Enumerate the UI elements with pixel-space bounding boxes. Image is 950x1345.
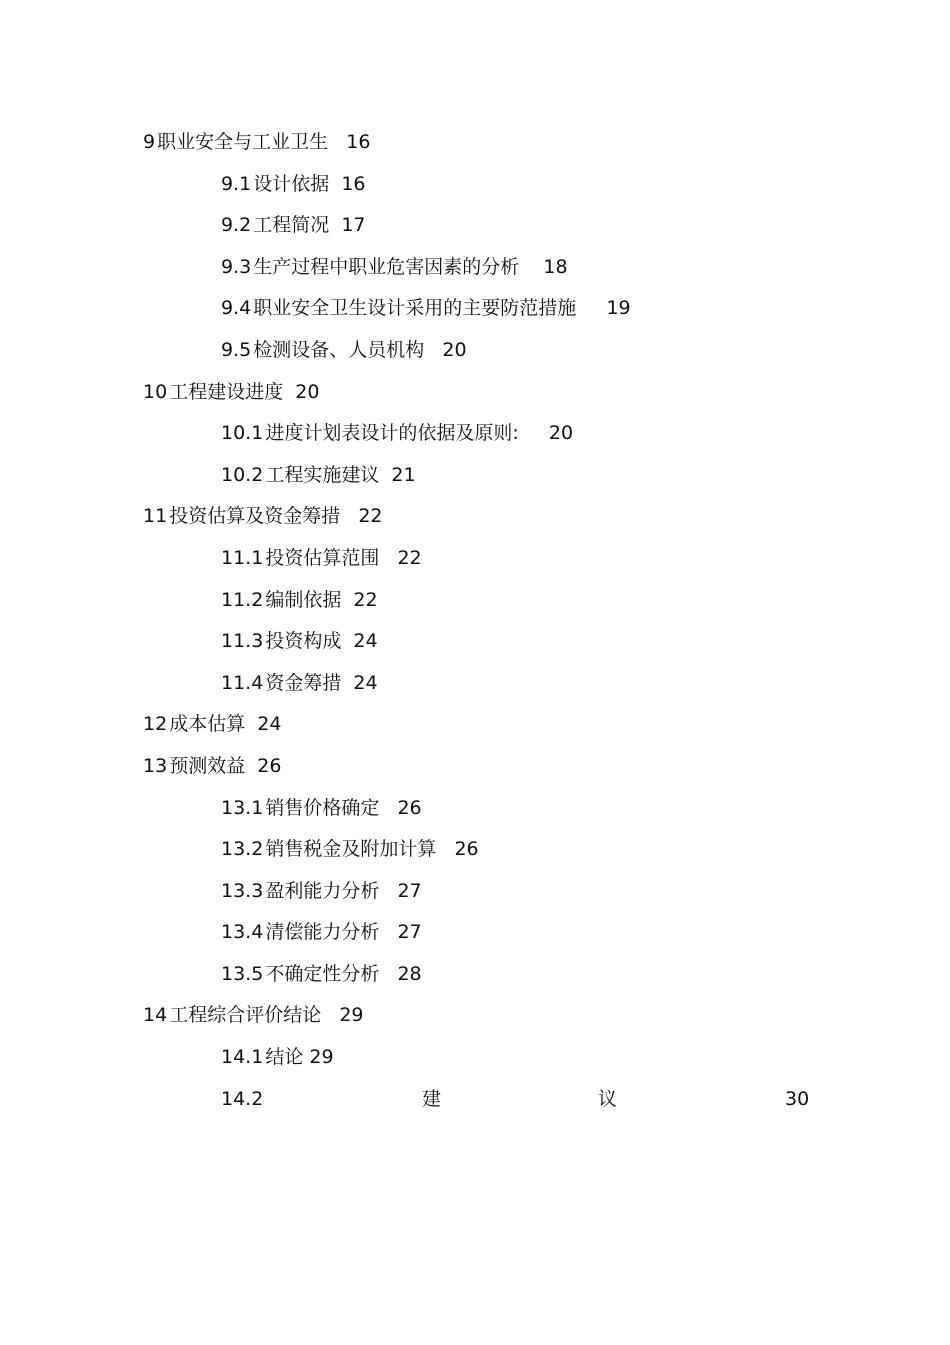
toc-entry-title: 检测设备、人员机构 [253,338,425,361]
toc-entry-gap [341,630,353,652]
toc-entry-title: 生产过程中职业危害因素的分析 [253,255,520,278]
toc-entry-gap [321,1004,339,1026]
toc-entry-number: 9.1 [221,172,252,195]
toc-entry-number: 11.2 [221,588,264,611]
toc-entry [0,788,950,830]
toc-entry-number: 13.2 [221,838,264,861]
toc-entry-number: 10 [143,380,168,403]
toc-entry-title: 不确定性分析 [265,962,380,985]
toc-entry-number: 12 [143,713,168,736]
toc-entry-page: 24 [257,713,282,736]
toc-entry-page: 22 [358,505,383,528]
toc-entry-title: 编制依据 [265,588,342,611]
toc-entry [0,995,950,1037]
toc-entry-number: 11 [143,505,168,528]
toc-entry-page: 26 [257,754,282,777]
toc-entry-gap [379,464,391,486]
toc-entry-title: 进度计划表设计的依据及原则: [265,422,519,445]
toc-entry-page: 16 [346,131,371,153]
toc-entry-title: 投资构成 [265,630,342,653]
toc-entry-title-char: 议 [598,1087,618,1110]
toc-entry [0,663,950,705]
toc-entry-title: 结论 [265,1046,304,1069]
toc-entry-title: 资金筹措 [265,671,342,694]
toc-entry [0,122,950,164]
toc-entry-title: 职业安全与工业卫生 [157,131,329,153]
toc-entry-title: 投资估算及资金筹措 [169,505,341,528]
toc-entry-page: 20 [442,338,467,361]
toc-entry-page: 26 [454,838,479,861]
toc-entry-gap [341,589,353,611]
toc-entry [0,164,950,206]
toc-entry-gap [436,838,454,860]
toc-entry [0,413,950,455]
toc-entry-page: 28 [397,962,422,985]
toc-entry-gap [245,713,257,735]
toc-entry [0,621,950,663]
toc-entry-title: 预测效益 [169,754,246,777]
toc-entry [0,871,950,913]
toc-entry [0,829,950,871]
toc-entry-gap [379,921,397,943]
toc-entry-gap [379,880,397,902]
toc-entry-number: 10.2 [221,463,264,486]
toc-entry-number: 9.5 [221,338,252,361]
toc-entry-page: 29 [339,1004,364,1027]
toc-entry-page: 22 [353,588,378,611]
toc-entry-page: 17 [341,214,366,237]
toc-entry-page: 20 [295,380,320,403]
toc-entry-number: 14.1 [221,1046,264,1069]
toc-entry-title: 职业安全卫生设计采用的主要防范措施 [253,297,577,320]
toc-entry [0,205,950,247]
toc-entry-number: 9 [143,131,156,153]
toc-entry-title: 工程综合评价结论 [169,1004,322,1027]
toc-entry-number: 13.4 [221,921,264,944]
toc-entry-number: 11.1 [221,546,264,569]
toc-entry [0,954,950,996]
toc-entry-number: 14.2 [221,1087,264,1110]
toc-entry [0,496,950,538]
toc-entry-number: 9.3 [221,255,252,278]
toc-entry [0,912,950,954]
toc-entry [0,330,950,372]
toc-entry-gap [519,422,549,444]
toc-entry-gap [379,797,397,819]
toc-entry-page: 29 [309,1046,334,1069]
toc-entry-gap [245,755,257,777]
table-of-contents [0,122,950,1120]
toc-entry-number: 11.3 [221,630,264,653]
toc-entry-title: 销售价格确定 [265,796,380,819]
toc-entry-gap [379,963,397,985]
toc-entry-gap [576,297,606,319]
toc-entry-title: 成本估算 [169,713,246,736]
toc-entry-title: 清偿能力分析 [265,921,380,944]
toc-entry-page: 30 [785,1087,810,1110]
toc-entry-number: 13.5 [221,962,264,985]
toc-entry-title: 设计依据 [253,172,330,195]
toc-entry [0,372,950,414]
toc-entry-page: 26 [397,796,422,819]
toc-entry-number: 13.3 [221,879,264,902]
toc-entry-gap [329,214,341,236]
toc-entry-gap [519,256,543,278]
toc-entry-number: 13 [143,754,168,777]
toc-entry-number: 11.4 [221,671,264,694]
toc-entry-gap [329,173,341,195]
toc-entry-page: 27 [397,921,422,944]
toc-entry [0,746,950,788]
toc-entry [0,580,950,622]
toc-entry-number: 10.1 [221,422,264,445]
toc-entry [0,704,950,746]
toc-entry-title: 盈利能力分析 [265,879,380,902]
toc-entry-page: 20 [548,422,574,445]
toc-entry [0,455,950,497]
toc-entry-number: 9.2 [221,214,252,237]
toc-entry-page: 24 [353,630,378,653]
toc-entry-title: 工程建设进度 [169,380,284,403]
toc-entry-page: 18 [543,255,568,278]
toc-entry-page: 19 [606,297,631,320]
toc-entry-gap [283,381,295,403]
toc-entry [0,1037,950,1079]
toc-entry [0,538,950,580]
toc-entry [0,288,950,330]
toc-entry-title: 工程实施建议 [265,463,380,486]
toc-entry-gap [424,339,442,361]
toc-entry-gap [328,131,346,153]
toc-entry-number: 13.1 [221,796,264,819]
toc-entry [0,247,950,289]
toc-entry-title: 工程简况 [253,214,330,237]
toc-entry-number: 14 [143,1004,168,1027]
toc-entry-page: 21 [391,463,416,486]
toc-entry-page: 16 [341,172,366,195]
toc-entry-title: 销售税金及附加计算 [265,838,437,861]
toc-entry-gap [379,547,397,569]
toc-entry-title-char: 建 [422,1087,442,1110]
toc-entry-title: 投资估算范围 [265,546,380,569]
toc-entry-page: 22 [397,546,422,569]
toc-entry-gap [341,672,353,694]
toc-entry-page: 27 [397,879,422,902]
toc-entry-number: 9.4 [221,297,252,320]
toc-entry [0,1079,950,1121]
toc-entry-gap [340,505,358,527]
toc-entry-page: 24 [353,671,378,694]
